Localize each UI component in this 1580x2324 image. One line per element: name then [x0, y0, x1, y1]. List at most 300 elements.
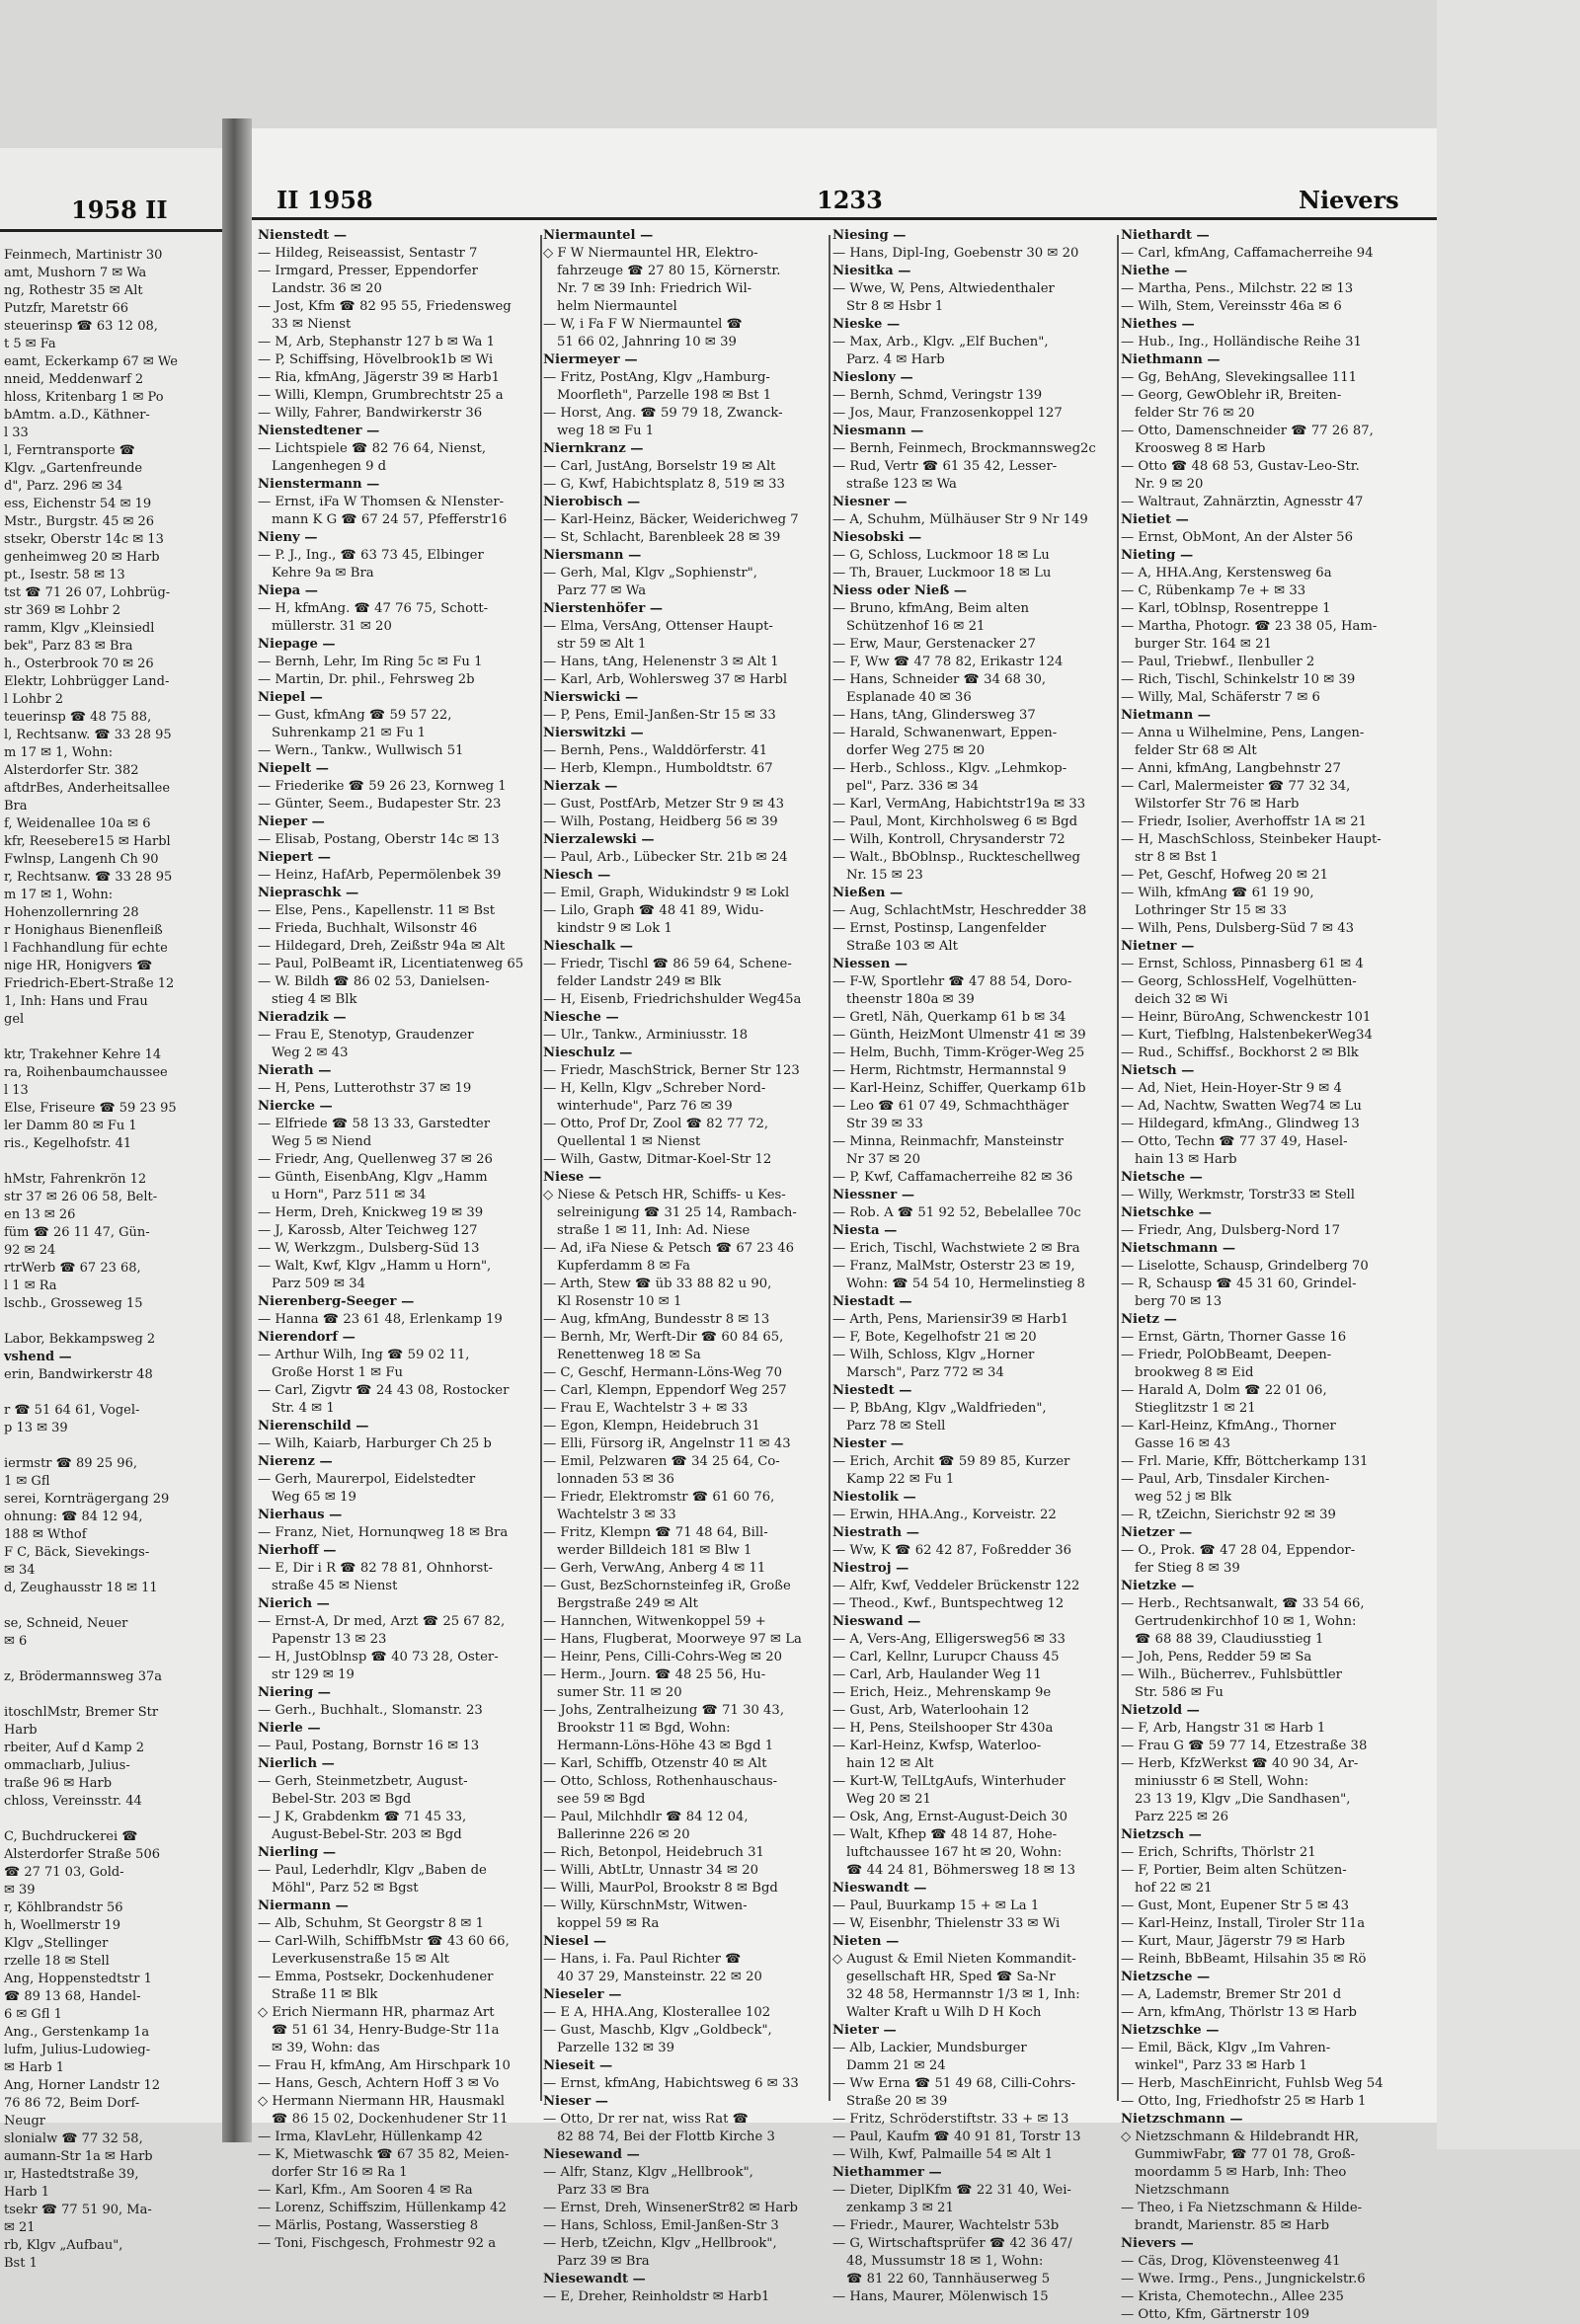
directory-line: Stieglitzstr 1 ✉ 21 — [1135, 1401, 1256, 1416]
directory-line: r Honighaus Bienenfleiß — [4, 923, 163, 938]
directory-line: felder Landstr 249 ✉ Blk — [557, 974, 722, 989]
directory-line: Damm 21 ✉ 24 — [846, 2058, 946, 2073]
directory-line: moordamm 5 ✉ Harb, Inh: Theo — [1135, 2165, 1347, 2180]
directory-line: — Gg, BehAng, Slevekingsallee 111 — [1121, 370, 1358, 385]
directory-line: ✉ 34 — [4, 1563, 36, 1578]
left-header-rule — [0, 229, 222, 232]
directory-line: Elektr, Lohbrügger Land- — [4, 674, 170, 689]
directory-line: tsekr ☎ 77 51 90, Ma- — [4, 2203, 152, 2217]
directory-line: Nieslony — — [832, 370, 913, 385]
directory-line: — Herm, Dreh, Knickweg 19 ✉ 39 — [258, 1205, 484, 1220]
directory-line: — Hans, Flugberat, Moorweye 97 ✉ La — [543, 1632, 802, 1647]
directory-line: Straße 11 ✉ Blk — [272, 1987, 378, 2002]
directory-line: d, Zeughausstr 18 ✉ 11 — [4, 1581, 158, 1595]
directory-line: Kl Rosenstr 10 ✉ 1 — [557, 1294, 682, 1309]
directory-line: ess, Eichenstr 54 ✉ 19 — [4, 497, 152, 511]
directory-line: Kehre 9a ✉ Bra — [272, 566, 374, 581]
directory-line: tst ☎ 71 26 07, Lohbrüg- — [4, 585, 171, 600]
directory-line: 51 66 02, Jahnring 10 ✉ 39 — [557, 335, 737, 349]
directory-line: rzelle 18 ✉ Stell — [4, 1954, 110, 1969]
directory-line: Nieseit — — [543, 2058, 613, 2073]
directory-line: ◇ August & Emil Nieten Kommandit- — [832, 1952, 1076, 1967]
directory-line: C, Buchdruckerei ☎ — [4, 1829, 138, 1844]
directory-line: Nierswicki — — [543, 690, 639, 705]
directory-line: ✉ 6 — [4, 1634, 28, 1649]
directory-line: Leverkusenstraße 15 ✉ Alt — [272, 1952, 449, 1967]
directory-line: 1 ✉ Gfl — [4, 1474, 50, 1489]
directory-line: — Kurt, Maur, Jägerstr 79 ✉ Harb — [1121, 1934, 1346, 1949]
directory-line: luftchaussee 167 ht ✉ 20, Wohn: — [846, 1845, 1063, 1860]
directory-line: Nienstermann — — [258, 477, 380, 492]
directory-line: — Anni, kfmAng, Langbehnstr 27 — [1121, 761, 1341, 776]
directory-line: Bra — [4, 799, 28, 813]
directory-line: Nieradzik — — [258, 1010, 347, 1025]
directory-line: Parz 78 ✉ Stell — [846, 1419, 946, 1433]
directory-line: — Anna u Wilhelmine, Pens, Langen- — [1121, 726, 1365, 740]
directory-line: Bst 1 — [4, 2256, 38, 2271]
directory-line: — Erwin, HHA.Ang., Korveistr. 22 — [832, 1508, 1057, 1522]
directory-line: — Wern., Tankw., Wullwisch 51 — [258, 743, 464, 758]
directory-line: — Wwe, W, Pens, Altwiedenthaler — [832, 281, 1055, 296]
directory-line: — Paul, Postang, Bornstr 16 ✉ 13 — [258, 1739, 480, 1753]
directory-line: — Friedr, Ang, Dulsberg-Nord 17 — [1121, 1223, 1341, 1238]
directory-line: Klgv. „Gartenfreunde — [4, 461, 143, 476]
directory-line: Wachtelstr 3 ✉ 33 — [557, 1508, 676, 1522]
directory-line: Schützenhof 16 ✉ 21 — [846, 619, 986, 634]
directory-line: brookweg 8 ✉ Eid — [1135, 1365, 1254, 1380]
directory-line: — Erw, Maur, Gerstenacker 27 — [832, 637, 1036, 652]
directory-line: Str 8 ✉ Hsbr 1 — [846, 299, 944, 314]
directory-line: — Lilo, Graph ☎ 48 41 89, Widu- — [543, 903, 764, 918]
directory-line: — Arth, Stew ☎ üb 33 88 82 u 90, — [543, 1277, 772, 1291]
directory-line: ☎ 27 71 03, Gold- — [4, 1865, 124, 1880]
directory-line: — Martin, Dr. phil., Fehrsweg 2b — [258, 672, 475, 687]
directory-line: pt., Isestr. 58 ✉ 13 — [4, 568, 125, 582]
directory-line: Nietschmann — — [1121, 1241, 1236, 1256]
directory-line — [4, 1384, 213, 1402]
directory-line: — Willy, KürschnMstr, Witwen- — [543, 1898, 748, 1913]
directory-line: — E, Dir i R ☎ 82 78 81, Ohnhorst- — [258, 1561, 493, 1576]
directory-line: — Arth, Pens, Mariensir39 ✉ Harb1 — [832, 1312, 1069, 1327]
directory-line: — P, Kwf, Caffamacherreihe 82 ✉ 36 — [832, 1170, 1073, 1185]
directory-line: Nierobisch — — [543, 495, 641, 509]
directory-line: Niese — — [543, 1170, 602, 1185]
directory-column-2 — [543, 227, 830, 2304]
directory-line: — Herb, tZeichn, Klgv „Hellbrook", — [543, 2236, 777, 2251]
directory-line: Nietzschmann — — [1121, 2112, 1243, 2127]
directory-line: — A, HHA.Ang, Kerstensweg 6a — [1121, 566, 1332, 581]
directory-line: — Bernh, Feinmech, Brockmannsweg2c — [832, 441, 1096, 456]
directory-line: — Walt, Kwf, Klgv „Hamm u Horn", — [258, 1259, 492, 1274]
directory-line: — Carl, Kellnr, Lurupcr Chauss 45 — [832, 1650, 1060, 1665]
directory-line: 82 88 74, Bei der Flottb Kirche 3 — [557, 2130, 775, 2144]
directory-line: Esplanade 40 ✉ 36 — [846, 690, 972, 705]
directory-line: — Carl, Klempn, Eppendorf Weg 257 — [543, 1383, 787, 1398]
directory-line: l, Rechtsanw. ☎ 33 28 95 — [4, 728, 172, 742]
directory-line: aftdrBes, Anderheitsallee — [4, 781, 171, 796]
directory-line: — Ernst, Gärtn, Thorner Gasse 16 — [1121, 1330, 1347, 1345]
directory-line: str 59 ✉ Alt 1 — [557, 637, 647, 652]
directory-line: Gasse 16 ✉ 43 — [1135, 1436, 1230, 1451]
directory-line: Else, Friseure ☎ 59 23 95 — [4, 1101, 177, 1116]
directory-line: 1, Inh: Hans und Frau — [4, 994, 148, 1009]
directory-line: str 37 ✉ 26 06 58, Belt- — [4, 1190, 158, 1204]
directory-line: bek", Parz 83 ✉ Bra — [4, 639, 133, 654]
directory-line: — F-W, Sportlehr ☎ 47 88 54, Doro- — [832, 974, 1072, 989]
directory-line: — Erich, Archit ☎ 59 89 85, Kurzer — [832, 1454, 1070, 1469]
directory-line: amt, Mushorn 7 ✉ Wa — [4, 266, 147, 280]
directory-line: — Bernh, Schmd, Veringstr 139 — [832, 388, 1043, 403]
directory-line: sumer Str. 11 ✉ 20 — [557, 1685, 682, 1700]
directory-line: — Fritz, Klempn ☎ 71 48 64, Bill- — [543, 1525, 768, 1540]
directory-line: Niepage — — [258, 637, 336, 652]
directory-line: ra, Roihenbaumchaussee — [4, 1065, 168, 1080]
directory-line: — Hub., Ing., Holländische Reihe 31 — [1121, 335, 1362, 349]
directory-line: — Paul, Kaufm ☎ 40 91 81, Torstr 13 — [832, 2130, 1081, 2144]
directory-line: rb, Klgv „Aufbau", — [4, 2238, 123, 2253]
directory-line — [4, 1686, 213, 1704]
directory-line: — Gerh, Maurerpol, Eidelstedter — [258, 1472, 476, 1487]
directory-line: hain 13 ✉ Harb — [1135, 1152, 1237, 1167]
directory-line: August-Bebel-Str. 203 ✉ Bgd — [272, 1827, 462, 1842]
directory-line: Kupferdamm 8 ✉ Fa — [557, 1259, 690, 1274]
directory-line: — E, Dreher, Reinholdstr ✉ Harb1 — [543, 2289, 770, 2304]
directory-line: hMstr, Fahrenkrön 12 — [4, 1172, 147, 1187]
directory-line: Ballerinne 226 ✉ 20 — [557, 1827, 690, 1842]
directory-line: — Ernst, Postinsp, Langenfelder — [832, 921, 1047, 936]
directory-line: — Otto ☎ 48 68 53, Gustav-Leo-Str. — [1121, 459, 1360, 474]
directory-line: Nieten — — [832, 1934, 900, 1949]
directory-line: Str. 4 ✉ 1 — [272, 1401, 335, 1416]
directory-line: Nieter — — [832, 2023, 897, 2038]
directory-line: chloss, Vereinsstr. 44 — [4, 1794, 142, 1809]
directory-line: Nieschulz — — [543, 1046, 633, 1060]
directory-line: — Karl-Heinz, Bäcker, Weiderichweg 7 — [543, 512, 799, 527]
header-rule — [252, 217, 1437, 220]
directory-column-3 — [832, 227, 1119, 2304]
directory-line: ır, Hastedtstraße 39, — [4, 2167, 139, 2182]
directory-line: r, Rechtsanw. ☎ 33 28 95 — [4, 870, 173, 885]
directory-line: Nievers — — [1121, 2236, 1194, 2251]
directory-line: — Frau E, Stenotyp, Graudenzer — [258, 1028, 474, 1043]
directory-line: — Bruno, kfmAng, Beim alten — [832, 601, 1029, 616]
directory-line: Nietschke — — [1121, 1205, 1212, 1220]
directory-line: winkel", Parz 33 ✉ Harb 1 — [1135, 2058, 1307, 2073]
directory-line: Str 39 ✉ 33 — [846, 1117, 923, 1131]
directory-line: — P, Pens, Emil-Janßen-Str 15 ✉ 33 — [543, 708, 776, 723]
directory-line: — A, Lademstr, Bremer Str 201 d — [1121, 1987, 1342, 2002]
directory-line: l Fachhandlung für echte — [4, 941, 168, 956]
directory-line: — Paul, Mont, Kirchholsweg 6 ✉ Bgd — [832, 814, 1078, 829]
directory-line: — Carl, Malermeister ☎ 77 32 34, — [1121, 779, 1351, 794]
directory-line: 32 48 58, Hermannstr 1/3 ✉ 1, Inh: — [846, 1987, 1080, 2002]
directory-line: — Aug, kfmAng, Bundesstr 8 ✉ 13 — [543, 1312, 770, 1327]
directory-line: — Karl, tOblnsp, Rosentreppe 1 — [1121, 601, 1331, 616]
directory-line: ohnung: ☎ 84 12 94, — [4, 1510, 143, 1524]
directory-line: Nietzschmann — [1135, 2183, 1229, 2198]
directory-line: — Willy, Werkmstr, Torstr33 ✉ Stell — [1121, 1188, 1355, 1202]
directory-line: helm Niermauntel — [557, 299, 677, 314]
directory-line: — Wilh, kfmAng ☎ 61 19 90, — [1121, 886, 1314, 900]
directory-line: — Minna, Reinmachfr, Mansteinstr — [832, 1134, 1064, 1149]
directory-line: — R, tZeichn, Sierichstr 92 ✉ 39 — [1121, 1508, 1336, 1522]
directory-line: Nietzschke — — [1121, 2023, 1220, 2038]
directory-line: Nierzalewski — — [543, 832, 655, 847]
directory-line: — Elfriede ☎ 58 13 33, Garstedter — [258, 1117, 491, 1131]
directory-line: burger Str. 164 ✉ 21 — [1135, 637, 1272, 652]
directory-line: — Bernh, Lehr, Im Ring 5c ✉ Fu 1 — [258, 655, 483, 669]
directory-line: — Rud., Schiffsf., Bockhorst 2 ✉ Blk — [1121, 1046, 1359, 1060]
directory-line: Nr. 15 ✉ 23 — [846, 868, 923, 883]
directory-line: — Th, Brauer, Luckmoor 18 ✉ Lu — [832, 566, 1052, 581]
directory-line: — Karl, Arb, Wohlersweg 37 ✉ Harbl — [543, 672, 788, 687]
directory-line: Niesewandt — — [543, 2272, 646, 2286]
directory-line: — Paul, Lederhdlr, Klgv „Baben de — [258, 1863, 487, 1878]
directory-line: 23 13 19, Klgv „Die Sandhasen", — [1135, 1792, 1351, 1807]
directory-line: — R, Schausp ☎ 45 31 60, Grindel- — [1121, 1277, 1357, 1291]
directory-line: — Friedr, Tischl ☎ 86 59 64, Schene- — [543, 957, 792, 971]
directory-line: F C, Bäck, Sievekings- — [4, 1545, 150, 1560]
directory-line: felder Str 76 ✉ 20 — [1135, 406, 1255, 421]
directory-line: Nierle — — [258, 1721, 321, 1736]
directory-line: Niesch — — [543, 868, 611, 883]
directory-line: — Harald, Schwanenwart, Eppen- — [832, 726, 1058, 740]
directory-line: Lothringer Str 15 ✉ 33 — [1135, 903, 1288, 918]
directory-line: — Gerh, VerwAng, Anberg 4 ✉ 11 — [543, 1561, 766, 1576]
directory-line: — Karl, Schiffb, Otzenstr 40 ✉ Alt — [543, 1756, 767, 1771]
directory-line: rbeiter, Auf d Kamp 2 — [4, 1741, 145, 1755]
directory-line: l 33 — [4, 426, 29, 440]
directory-line: — Gust, Maschb, Klgv „Goldbeck", — [543, 2023, 772, 2038]
directory-line: — Rich, Betonpol, Heidebruch 31 — [543, 1845, 764, 1860]
directory-line: m 17 ✉ 1, Wohn: — [4, 888, 114, 902]
directory-line: Niestadt — — [832, 1294, 912, 1309]
directory-line: 33 ✉ Nienst — [272, 317, 352, 332]
directory-line: — H, MaschSchloss, Steinbeker Haupt- — [1121, 832, 1382, 847]
directory-line: — Herm, Richtmstr, Hermannstal 9 — [832, 1063, 1066, 1078]
directory-line: Klgv „Stellinger — [4, 1936, 109, 1951]
directory-line: — Ww Erna ☎ 51 49 68, Cilli-Cohrs- — [832, 2076, 1076, 2091]
directory-line: — Wilh, Kontroll, Chrysanderstr 72 — [832, 832, 1066, 847]
directory-line: — Alfr, Stanz, Klgv „Hellbrook", — [543, 2165, 753, 2180]
directory-line: lufm, Julius-Ludowieg- — [4, 2043, 151, 2057]
directory-line: — Hildeg, Reiseassist, Sentastr 7 — [258, 246, 478, 261]
directory-line: nneid, Meddenwarf 2 — [4, 372, 144, 387]
directory-line: stieg 4 ✉ Blk — [272, 992, 357, 1007]
directory-line: Nienstedt — — [258, 228, 348, 243]
directory-line: — P, BbAng, Klgv „Waldfrieden", — [832, 1401, 1047, 1416]
directory-line: hloss, Kritenbarg 1 ✉ Po — [4, 390, 164, 405]
directory-line: — Rob. A ☎ 51 92 52, Bebelallee 70c — [832, 1205, 1081, 1220]
directory-line: ✉ 39, Wohn: das — [272, 2041, 380, 2055]
directory-line: — Bernh, Pens., Walddörferstr. 41 — [543, 743, 768, 758]
directory-line: Weg 2 ✉ 43 — [272, 1046, 349, 1060]
directory-line: Nieper — — [258, 814, 325, 829]
directory-line: Weg 5 ✉ Niend — [272, 1134, 372, 1149]
directory-line: — Walt., BbOblnsp., Ruckteschellweg — [832, 850, 1080, 865]
directory-line: pel", Parz. 336 ✉ 34 — [846, 779, 980, 794]
directory-line: — Lorenz, Schiffszim, Hüllenkamp 42 — [258, 2201, 507, 2215]
directory-line: — Paul, Buurkamp 15 + ✉ La 1 — [832, 1898, 1040, 1913]
directory-line: bAmtm. a.D., Käthner- — [4, 408, 150, 423]
directory-line: — Otto, Schloss, Rothenhauschaus- — [543, 1774, 778, 1789]
directory-line: Nieschalk — — [543, 939, 633, 954]
directory-line: — Ww, K ☎ 62 42 87, Foßredder 36 — [832, 1543, 1072, 1558]
directory-line: — Egon, Klempn, Heidebruch 31 — [543, 1419, 760, 1433]
directory-line: Nietzold — — [1121, 1703, 1200, 1718]
directory-line: — Cäs, Drog, Klövensteenweg 41 — [1121, 2254, 1341, 2269]
directory-line: Parz 39 ✉ Bra — [557, 2254, 650, 2269]
directory-line: — Franz, Niet, Hornunqweg 18 ✉ Bra — [258, 1525, 509, 1540]
directory-line: Niercke — — [258, 1099, 333, 1114]
directory-line: — F, Bote, Kegelhofstr 21 ✉ 20 — [832, 1330, 1037, 1345]
directory-line: Nierlich — — [258, 1756, 335, 1771]
directory-line: Niester — — [832, 1436, 905, 1451]
directory-line: — Otto, Techn ☎ 77 37 49, Hasel- — [1121, 1134, 1348, 1149]
directory-line: — Hans, Maurer, Mölenwisch 15 — [832, 2289, 1049, 2304]
directory-line: Str. 586 ✉ Fu — [1135, 1685, 1224, 1700]
directory-line: Niernkranz — — [543, 441, 644, 456]
directory-line: Nietzsch — — [1121, 1827, 1202, 1842]
directory-line: ler Damm 80 ✉ Fu 1 — [4, 1119, 137, 1133]
directory-line — [4, 1597, 213, 1615]
column-separator-1 — [540, 235, 542, 2101]
directory-line: — H, Pens, Lutterothstr 37 ✉ 19 — [258, 1081, 472, 1096]
directory-line: — Wilh, Gastw, Ditmar-Koel-Str 12 — [543, 1152, 772, 1167]
directory-line: — Aug, SchlachtMstr, Heschredder 38 — [832, 903, 1087, 918]
directory-line: Niestrath — — [832, 1525, 919, 1540]
directory-line: Quellental 1 ✉ Nienst — [557, 1134, 701, 1149]
directory-line: — Toni, Fischgesch, Frohmestr 92 a — [258, 2236, 497, 2251]
directory-line: t 5 ✉ Fa — [4, 337, 56, 351]
directory-line: Niermann — — [258, 1898, 349, 1913]
directory-line: ☎ 68 88 39, Claudiusstieg 1 — [1135, 1632, 1324, 1647]
directory-line: Nietsche — — [1121, 1170, 1203, 1185]
directory-line: — Wwe. Irmg., Pens., Jungnickelstr.6 — [1121, 2272, 1366, 2286]
directory-line: lonnaden 53 ✉ 36 — [557, 1472, 674, 1487]
directory-line: Papenstr 13 ✉ 23 — [272, 1632, 387, 1647]
directory-line: — Frau E, Wachtelstr 3 + ✉ 33 — [543, 1401, 749, 1416]
directory-column-4 — [1121, 227, 1407, 2322]
directory-line: fahrzeuge ☎ 27 80 15, Körnerstr. — [557, 264, 781, 278]
directory-line: Parz 77 ✉ Wa — [557, 583, 647, 598]
directory-line: — P. J., Ing., ☎ 63 73 45, Elbinger — [258, 548, 484, 563]
directory-line: Nierich — — [258, 1596, 330, 1611]
directory-line: Nierenschild — — [258, 1419, 369, 1433]
directory-line: Nietiet — — [1121, 512, 1189, 527]
directory-line: — Ernst-A, Dr med, Arzt ☎ 25 67 82, — [258, 1614, 506, 1629]
directory-line: aumann-Str 1a ✉ Harb — [4, 2149, 153, 2164]
directory-line: Mstr., Burgstr. 45 ✉ 26 — [4, 514, 155, 529]
directory-line: Niepraschk — — [258, 886, 359, 900]
directory-line — [4, 1313, 213, 1331]
directory-line: — Friedr., Maurer, Wachtelstr 53b — [832, 2218, 1060, 2233]
directory-line: felder Str 68 ✉ Alt — [1135, 743, 1257, 758]
directory-column-1 — [258, 227, 544, 2251]
directory-line: Nierzak — — [543, 779, 618, 794]
directory-line: Niepelt — — [258, 761, 329, 776]
directory-line: — Paul, Milchhdlr ☎ 84 12 04, — [543, 1810, 749, 1824]
directory-line: Parzelle 132 ✉ 39 — [557, 2041, 675, 2055]
directory-line: — Hans, i. Fa. Paul Richter ☎ — [543, 1952, 742, 1967]
directory-line: Niermeyer — — [543, 352, 638, 367]
directory-line: — Paul, Arb, Tinsdaler Kirchen- — [1121, 1472, 1330, 1487]
right-page-header-left: II 1958 — [276, 186, 373, 214]
directory-line: Niering — — [258, 1685, 331, 1700]
directory-line: — Gust, Arb, Waterloohain 12 — [832, 1703, 1030, 1718]
directory-line: — H, Eisenb, Friedrichshulder Weg45a — [543, 992, 802, 1007]
directory-line: Langenhegen 9 d — [272, 459, 387, 474]
directory-line: mann K G ☎ 67 24 57, Pfefferstr16 — [272, 512, 508, 527]
directory-line: Harb 1 — [4, 2185, 50, 2200]
directory-line: — Hildegard, kfmAng., Glindweg 13 — [1121, 1117, 1360, 1131]
directory-line: — Emil, Pelzwaren ☎ 34 25 64, Co- — [543, 1454, 780, 1469]
directory-line: Niepert — — [258, 850, 331, 865]
directory-line: serei, Kornträgergang 29 — [4, 1492, 170, 1507]
directory-line: — Harald A, Dolm ☎ 22 01 06, — [1121, 1383, 1327, 1398]
directory-line: ommaclıarb, Julius- — [4, 1758, 130, 1773]
directory-line: str 369 ✉ Lohbr 2 — [4, 603, 120, 618]
directory-line: Neugr — [4, 2114, 45, 2129]
directory-line — [4, 1029, 213, 1046]
directory-line: — Waltraut, Zahnärztin, Agnesstr 47 — [1121, 495, 1364, 509]
directory-line: — Wilh., Bücherrev., Fuhlsbüttler — [1121, 1667, 1342, 1682]
directory-line: Niess oder Nieß — — [832, 583, 968, 598]
directory-line: Niesche — — [543, 1010, 619, 1025]
directory-line: dorfer Str 16 ✉ Ra 1 — [272, 2165, 408, 2180]
directory-line: see 59 ✉ Bgd — [557, 1792, 646, 1807]
directory-line: — K, Mietwaschk ☎ 67 35 82, Meien- — [258, 2147, 510, 2162]
directory-line: — H, JustOblnsp ☎ 40 73 28, Oster- — [258, 1650, 499, 1665]
directory-line: Feinmech, Martinistr 30 — [4, 248, 163, 263]
directory-line — [4, 1153, 213, 1171]
directory-line: erin, Bandwirkerstr 48 — [4, 1367, 153, 1382]
directory-line: Weg 20 ✉ 21 — [846, 1792, 931, 1807]
directory-line: rtrWerb ☎ 67 23 68, — [4, 1261, 141, 1276]
directory-line: — Herb., Rechtsanwalt, ☎ 33 54 66, — [1121, 1596, 1365, 1611]
directory-line: — A, Schuhm, Mülhäuser Str 9 Nr 149 — [832, 512, 1088, 527]
directory-line: — W, i Fa F W Niermauntel ☎ — [543, 317, 743, 332]
directory-line: Niethmann — — [1121, 352, 1221, 367]
directory-line: p 13 ✉ 39 — [4, 1421, 68, 1435]
directory-line: Niesewand — — [543, 2147, 640, 2162]
directory-line: Kroosweg 8 ✉ Harb — [1135, 441, 1266, 456]
directory-line: — Willy, Mal, Schäferstr 7 ✉ 6 — [1121, 690, 1320, 705]
directory-line: — Frl. Marie, Kffr, Böttcherkamp 131 — [1121, 1454, 1369, 1469]
directory-line: ramm, Klgv „Kleinsiedl — [4, 621, 155, 636]
directory-line: Nietsch — — [1121, 1063, 1195, 1078]
directory-line: — Leo ☎ 61 07 49, Schmachthäger — [832, 1099, 1069, 1114]
directory-line: Nietz — — [1121, 1312, 1177, 1327]
directory-line: — Alfr, Kwf, Veddeler Brückenstr 122 — [832, 1579, 1080, 1593]
directory-line: — Wilh, Pens, Dulsberg-Süd 7 ✉ 43 — [1121, 921, 1355, 936]
directory-line: — Otto, Damenschneider ☎ 77 26 87, — [1121, 424, 1374, 438]
directory-line: 48, Mussumstr 18 ✉ 1, Wohn: — [846, 2254, 1044, 2269]
directory-line: — Hannchen, Witwenkoppel 59 + — [543, 1614, 766, 1629]
directory-line: l Lohbr 2 — [4, 692, 64, 707]
directory-line: — Hans, tAng, Helenenstr 3 ✉ Alt 1 — [543, 655, 779, 669]
directory-line: — E A, HHA.Ang, Klosterallee 102 — [543, 2005, 771, 2020]
directory-line: 6 ✉ Gfl 1 — [4, 2007, 62, 2022]
directory-line: straße 1 ✉ 11, Inh: Ad. Niese — [557, 1223, 750, 1238]
directory-line: — Friedr, MaschStrick, Berner Str 123 — [543, 1063, 800, 1078]
directory-line: — H, kfmAng. ☎ 47 76 75, Schott- — [258, 601, 489, 616]
directory-line: 40 37 29, Mansteinstr. 22 ✉ 20 — [557, 1970, 762, 1984]
directory-line: slonialw ☎ 77 32 58, — [4, 2131, 143, 2146]
directory-line: zenkamp 3 ✉ 21 — [846, 2201, 954, 2215]
directory-line: Ang, Hoppenstedtstr 1 — [4, 1972, 152, 1986]
directory-line: Niesobski — — [832, 530, 922, 545]
